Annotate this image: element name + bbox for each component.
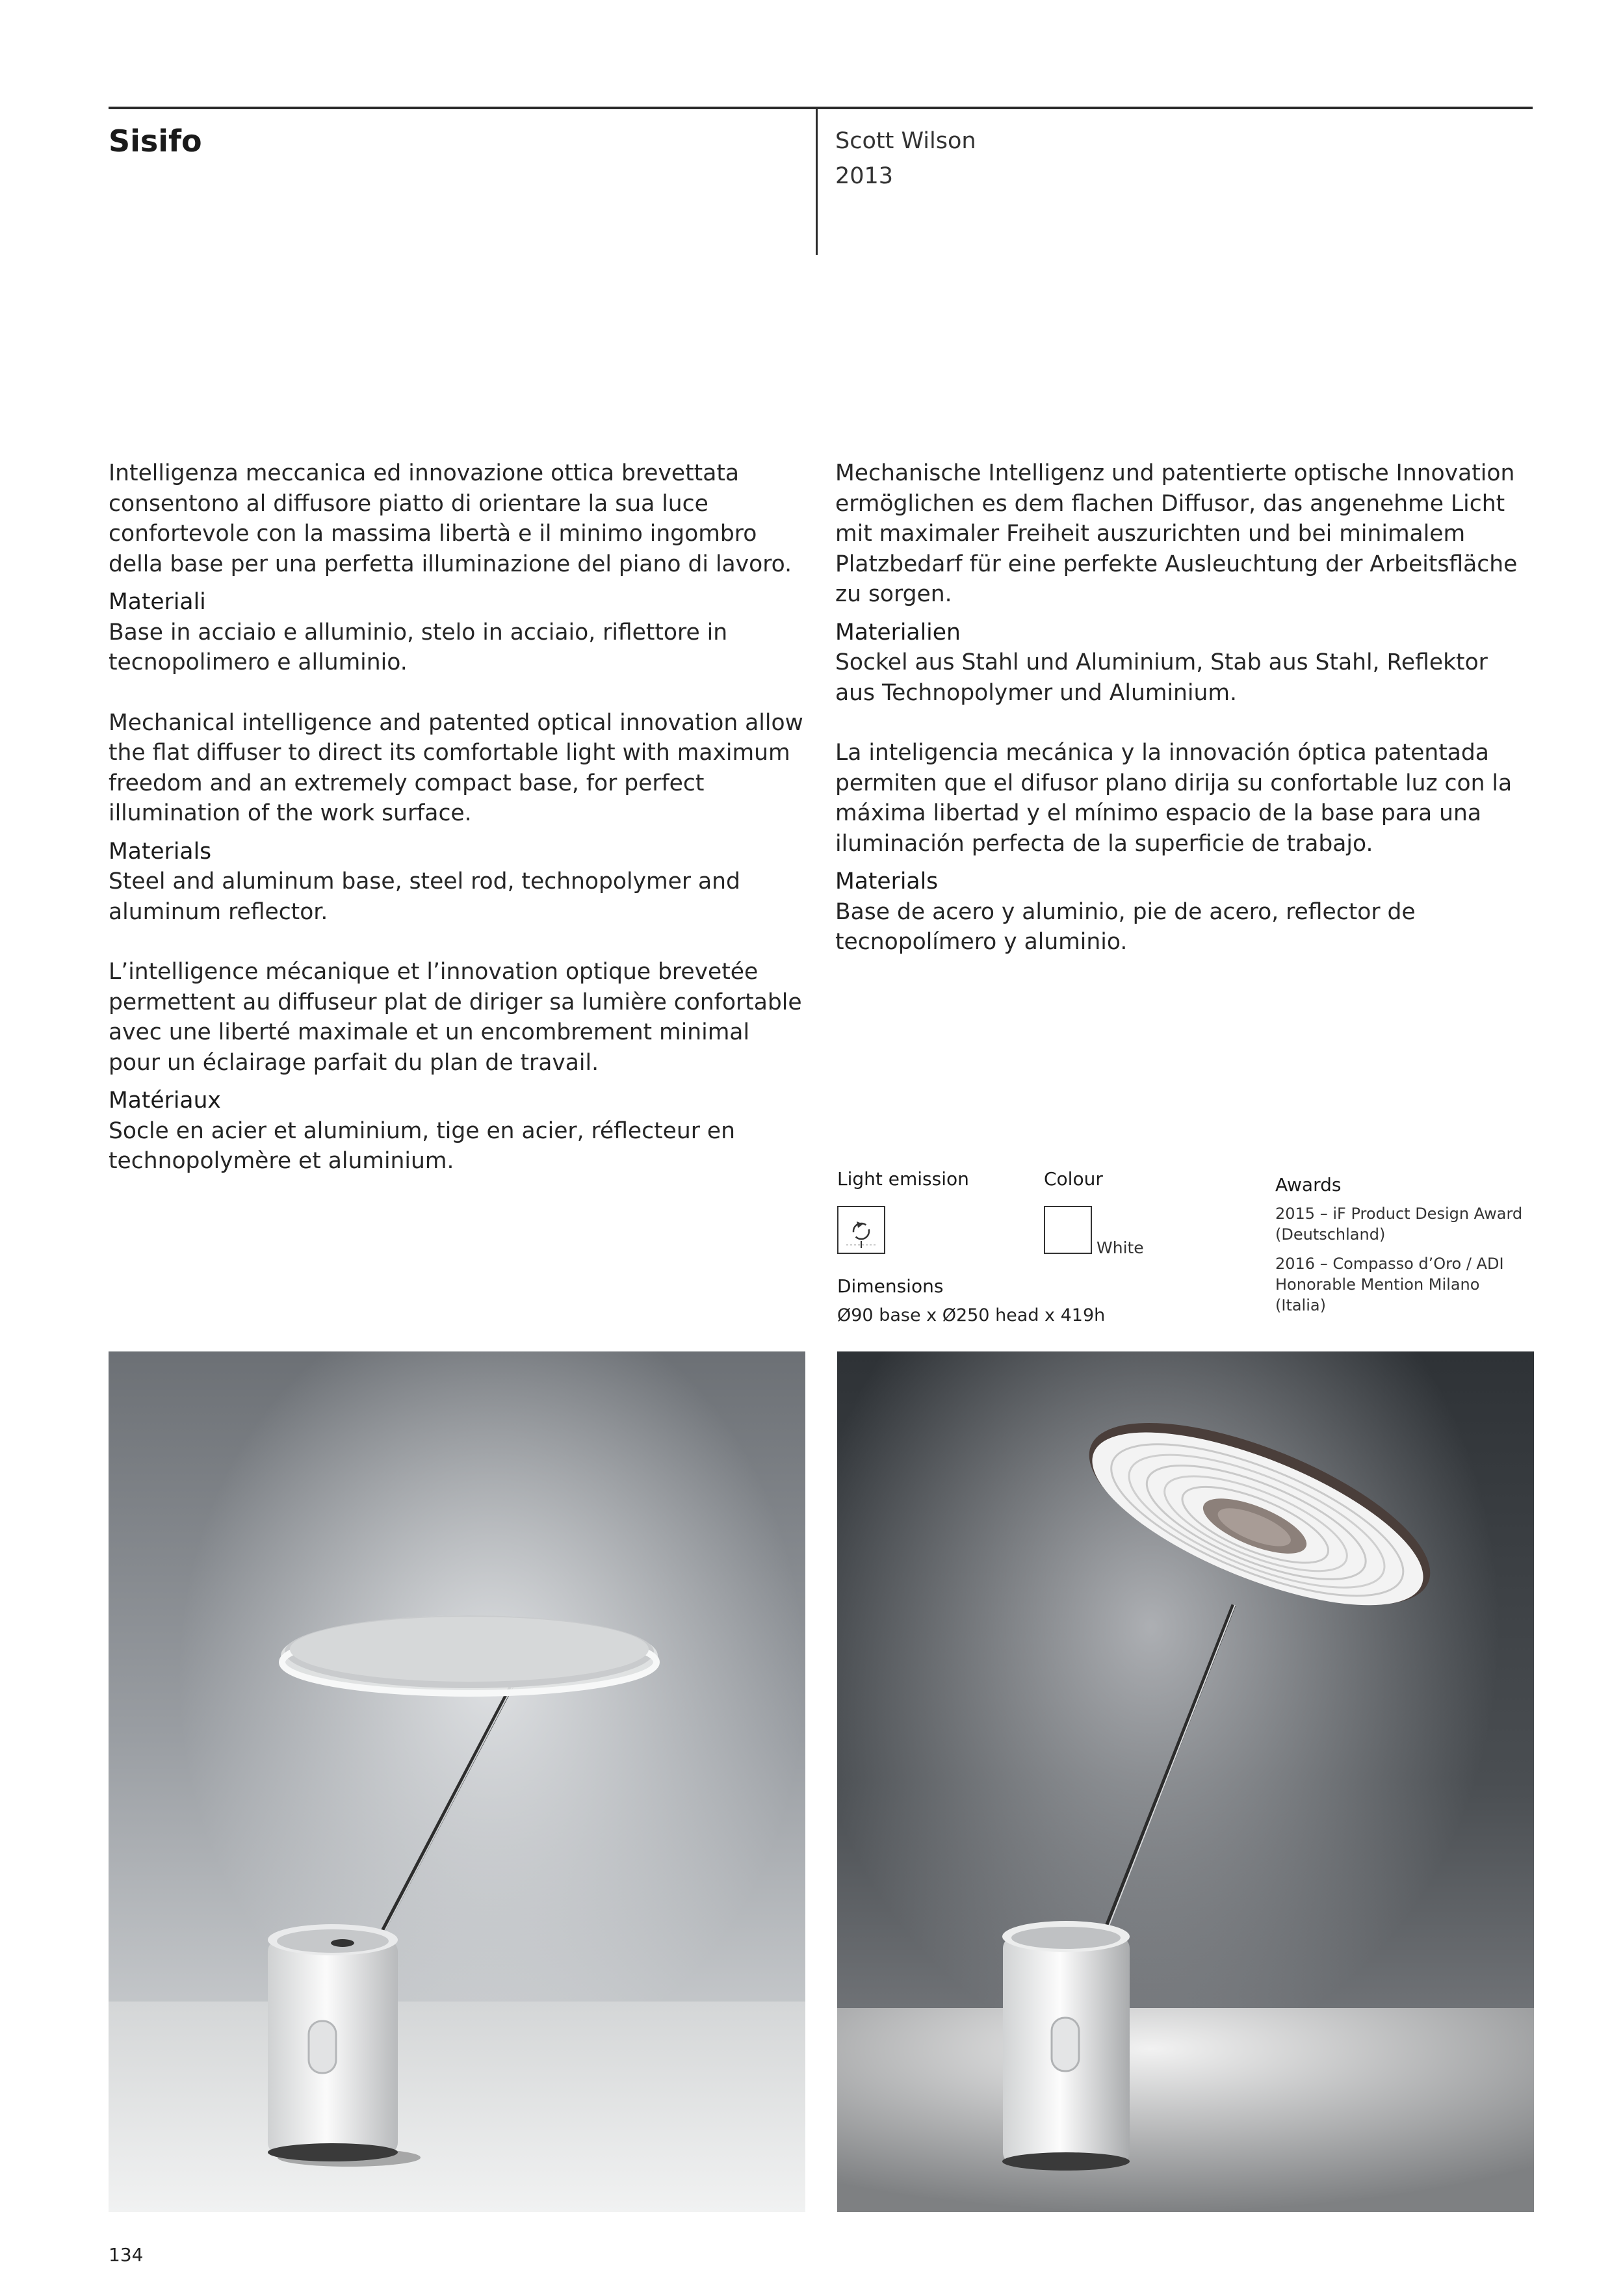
materials-spanish: Base de acero y aluminio, pie de acero, reflector de tecnopolímero y aluminio. xyxy=(835,898,1416,955)
materials-label-english: Materials xyxy=(109,838,212,865)
header-divider xyxy=(816,107,818,255)
description-french: L’intelligence mécanique et l’innovation optique brevetée permettent au diffuseur plat de diriger sa lumière confortable avec une liberté maximale et un encombrement minimal pour un éclairage parfait du plan de travail. xyxy=(109,959,802,1076)
materials-label-german: Materialien xyxy=(835,619,961,646)
awards-label: Awards xyxy=(1275,1174,1342,1195)
product-title: Sisifo xyxy=(109,124,202,159)
dimensions-value: Ø90 base x Ø250 head x 419h xyxy=(837,1305,1106,1325)
header-rule xyxy=(109,107,1533,109)
colour-label: Colour xyxy=(1044,1168,1103,1190)
description-column-left xyxy=(109,458,807,1177)
light-emission-label: Light emission xyxy=(837,1168,969,1190)
award-2015: 2015 – iF Product Design Award (Deutschland) xyxy=(1275,1205,1523,1244)
materials-german: Sockel aus Stahl und Aluminium, Stab aus Stahl, Reflektor aus Technopolymer und Aluminium. xyxy=(835,649,1488,706)
materials-italian: Base in acciaio e alluminio, stelo in acciaio, riflettore in tecnopolimero e alluminio. xyxy=(109,619,728,675)
description-spanish: La inteligencia mecánica y la innovación óptica patentada permiten que el difusor plano dirija su confortable luz con la máxima libertad y el mínimo espacio de la base para una iluminación perfecta de la superficie de trabajo. xyxy=(835,740,1513,857)
materials-english: Steel and aluminum base, steel rod, technopolymer and aluminum reflector. xyxy=(109,868,740,925)
page-number: 134 xyxy=(109,2244,144,2265)
materials-label-italian: Materiali xyxy=(109,589,206,615)
adjustable-light-icon xyxy=(837,1206,885,1254)
materials-label-french: Matériaux xyxy=(109,1088,221,1114)
description-german: Mechanische Intelligenz und patentierte optische Innovation ermöglichen es dem flachen Diffusor, das angenehme Licht mit maximaler Freiheit auszurichten und bei minimalem Platzbedarf für eine perfekte Ausleuchtung der Arbeitsfläche zu sorgen. xyxy=(835,460,1518,607)
designer-name: Scott Wilson xyxy=(835,128,976,154)
description-column-right xyxy=(835,458,1534,958)
design-year: 2013 xyxy=(835,163,894,189)
materials-french: Socle en acier et aluminium, tige en acier, réflecteur en technopolymère et aluminium. xyxy=(109,1117,735,1174)
materials-label-spanish: Materials xyxy=(835,868,939,894)
description-italian: Intelligenza meccanica ed innovazione ottica brevettata consentono al diffusore piatto di orientare la sua luce confortevole con la massima libertà e il minimo ingombro della base per una perfetta illuminazione del piano di lavoro. xyxy=(109,460,792,577)
product-photo-front xyxy=(109,1351,805,2212)
product-photo-angled xyxy=(837,1351,1534,2212)
colour-swatch-white xyxy=(1044,1206,1092,1254)
designer-info xyxy=(835,124,976,194)
award-2016: 2016 – Compasso d’Oro / ADI Honorable Mention Milano (Italia) xyxy=(1275,1255,1504,1314)
dimensions-label: Dimensions xyxy=(837,1275,944,1297)
colour-name: White xyxy=(1097,1238,1144,1257)
description-english: Mechanical intelligence and patented optical innovation allow the flat diffuser to direct its comfortable light with maximum freedom and an extremely compact base, for perfect illumination of the work surface. xyxy=(109,709,803,826)
